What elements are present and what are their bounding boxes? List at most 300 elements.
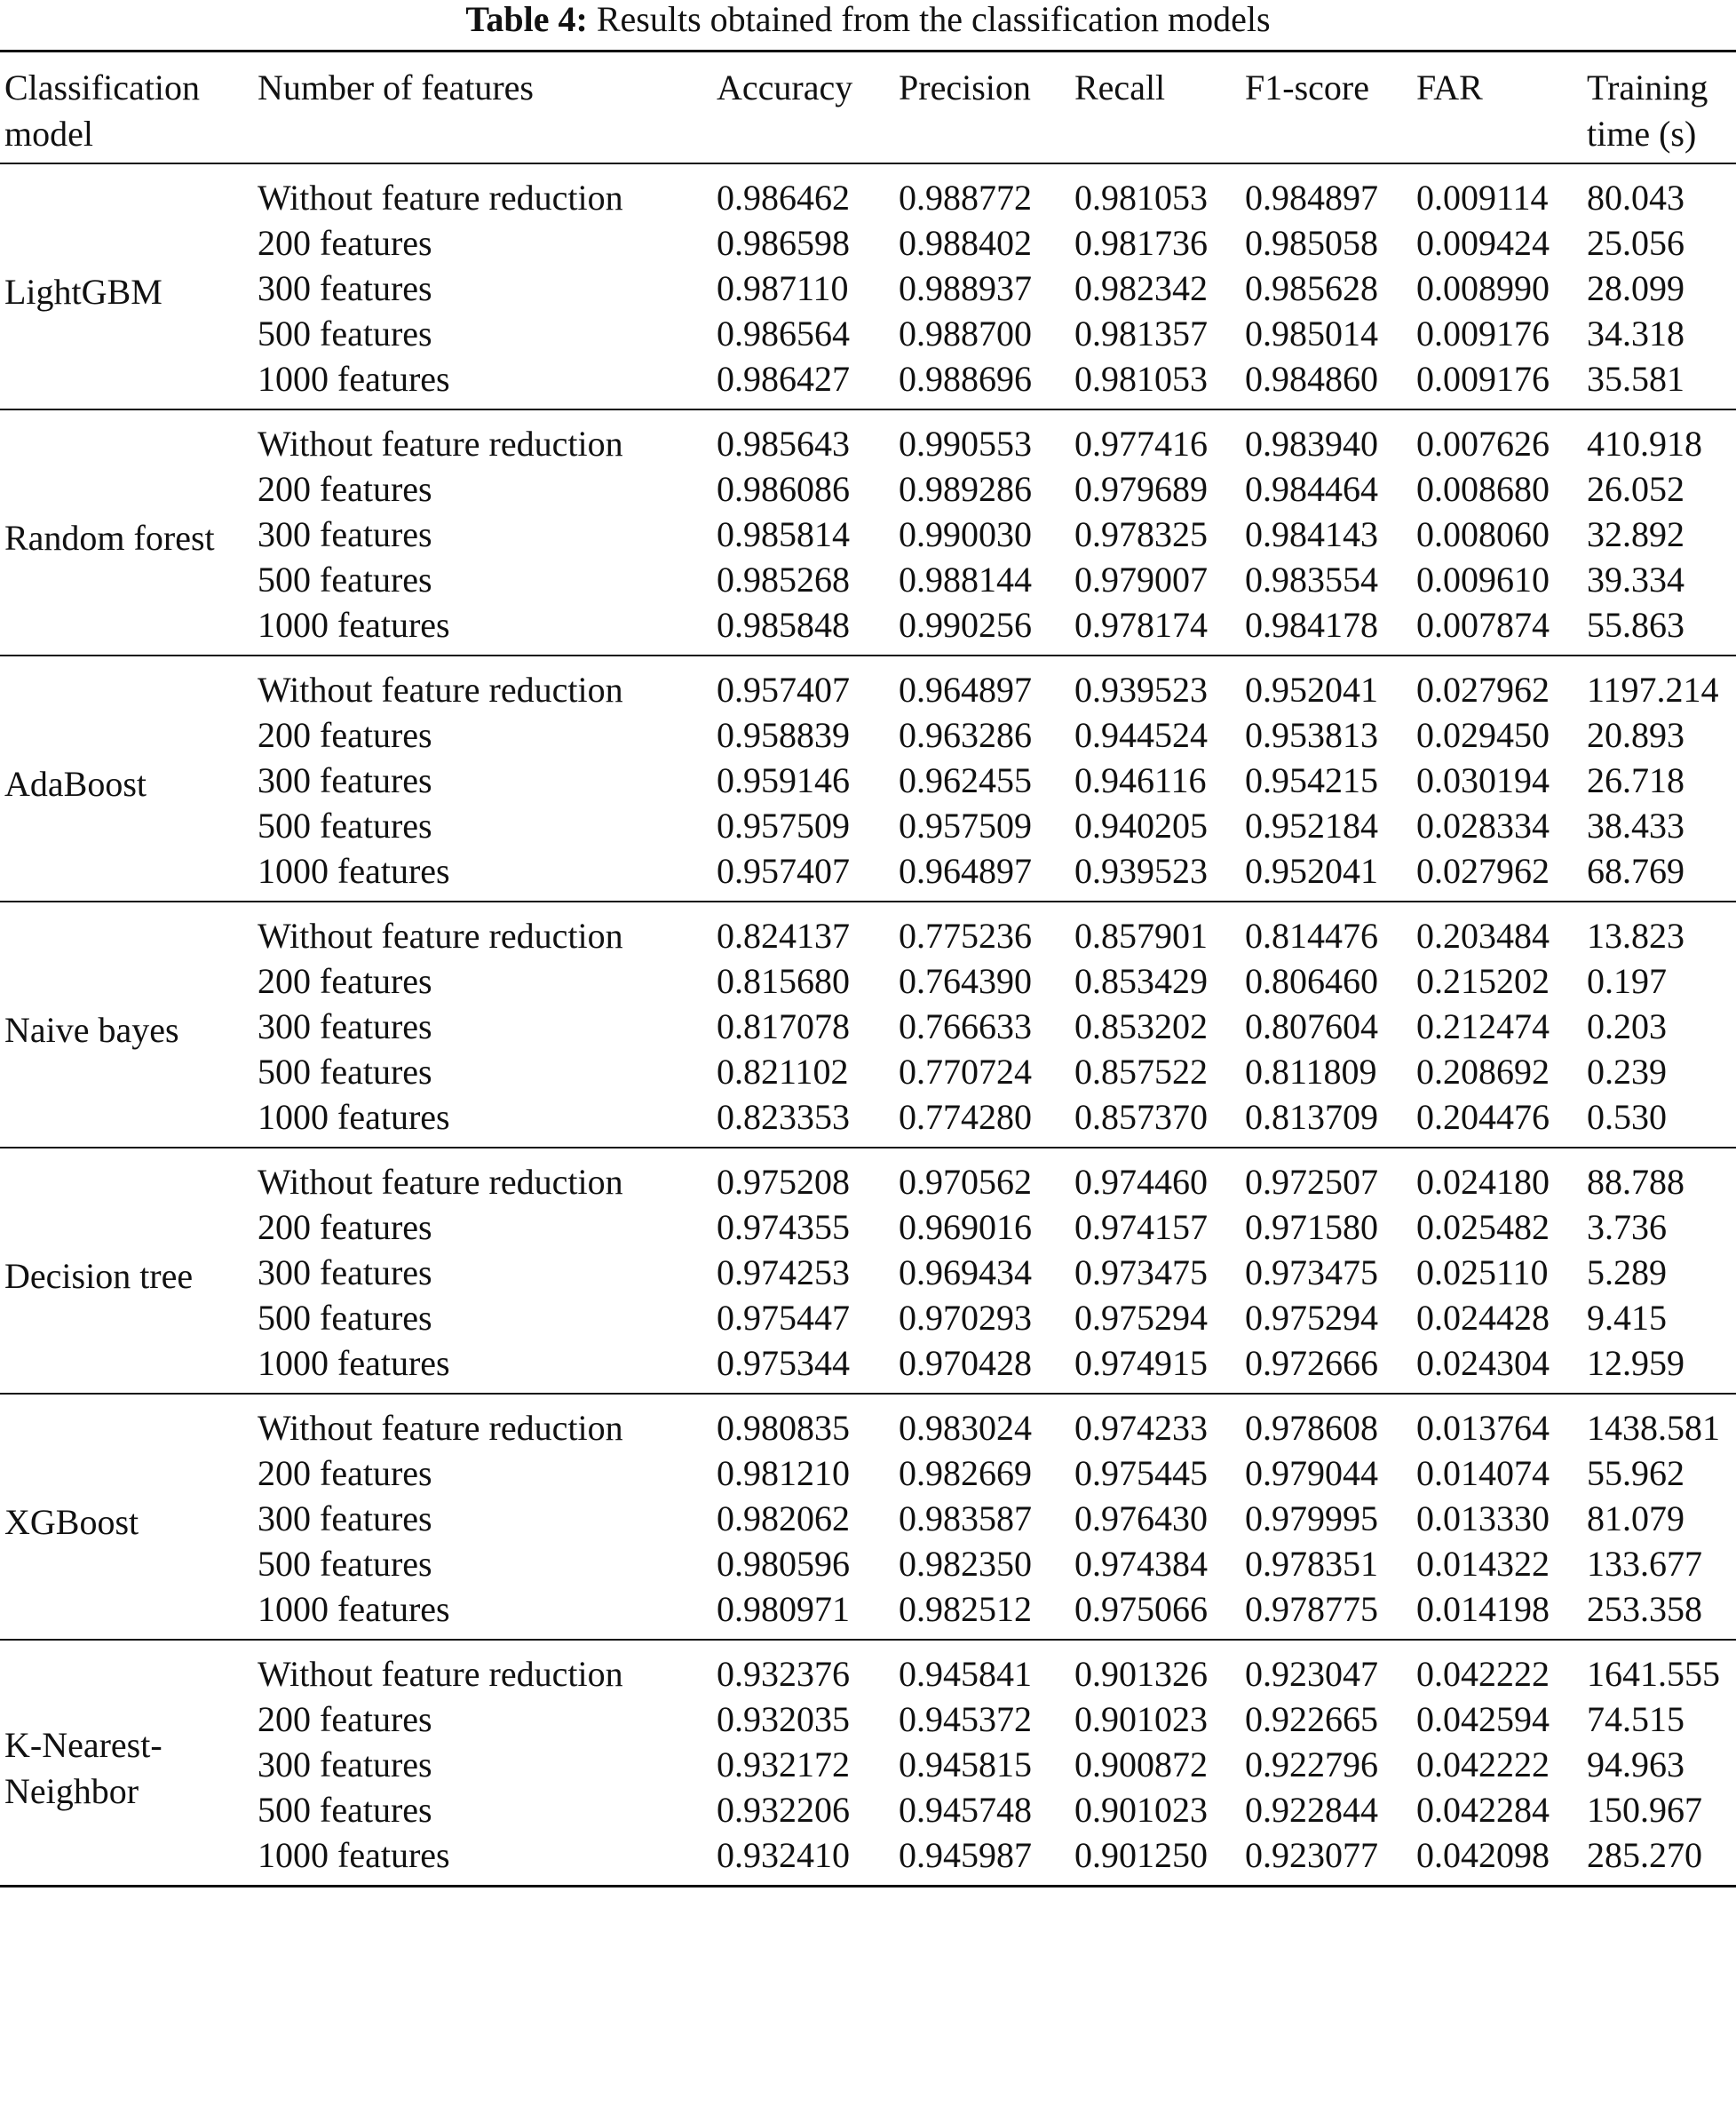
feature-count-cell: 200 features [258,1207,432,1247]
table-row [0,1204,1736,1250]
header-accuracy: Accuracy [717,68,853,107]
training-time-cell: 0.197 [1587,961,1667,1001]
feature-count-cell: 300 features [258,760,432,800]
feature-count-cell: 1000 features [258,1343,450,1383]
accuracy-cell: 0.980835 [717,1408,850,1448]
recall-cell: 0.900872 [1074,1744,1208,1784]
precision-cell: 0.990553 [899,424,1032,464]
accuracy-cell: 0.932410 [717,1835,850,1875]
f1-score-cell: 0.975294 [1245,1298,1378,1338]
table-row [0,602,1736,656]
f1-score-cell: 0.952041 [1245,670,1378,710]
recall-cell: 0.853429 [1074,961,1208,1001]
far-cell: 0.007626 [1416,424,1550,464]
precision-cell: 0.982512 [899,1589,1032,1629]
recall-cell: 0.973475 [1074,1252,1208,1292]
precision-cell: 0.983587 [899,1498,1032,1538]
model-name-cell: Decision tree [4,1255,194,1296]
far-cell: 0.007874 [1416,605,1550,645]
training-time-cell: 20.893 [1587,715,1684,755]
f1-score-cell: 0.985014 [1245,314,1378,354]
training-time-cell: 32.892 [1587,514,1684,554]
precision-cell: 0.964897 [899,851,1032,891]
accuracy-cell: 0.932206 [717,1790,850,1830]
f1-score-cell: 0.979995 [1245,1498,1378,1538]
precision-cell: 0.945841 [899,1654,1032,1694]
table-row [0,557,1736,602]
feature-count-cell: 200 features [258,1453,432,1493]
table-row [0,758,1736,803]
f1-score-cell: 0.972666 [1245,1343,1378,1383]
model-group [0,656,1736,902]
accuracy-cell: 0.932035 [717,1699,850,1739]
model-group [0,1148,1736,1394]
f1-score-cell: 0.813709 [1245,1097,1378,1137]
recall-cell: 0.857370 [1074,1097,1208,1137]
table-row [0,311,1736,356]
training-time-cell: 94.963 [1587,1744,1684,1784]
recall-cell: 0.974233 [1074,1408,1208,1448]
header-classification-model: Classification model [4,68,200,154]
recall-cell: 0.977416 [1074,424,1208,464]
f1-score-cell: 0.978351 [1245,1544,1378,1584]
accuracy-cell: 0.986462 [717,178,850,218]
accuracy-cell: 0.975344 [717,1343,850,1383]
recall-cell: 0.940205 [1074,806,1208,846]
training-time-cell: 88.788 [1587,1162,1684,1202]
recall-cell: 0.901326 [1074,1654,1208,1694]
recall-cell: 0.857901 [1074,916,1208,956]
f1-score-cell: 0.983940 [1245,424,1378,464]
training-time-cell: 25.056 [1587,223,1684,263]
training-time-cell: 0.239 [1587,1052,1667,1092]
accuracy-cell: 0.980596 [717,1544,850,1584]
table-row [0,1148,1736,1204]
f1-score-cell: 0.985628 [1245,268,1378,308]
feature-count-cell: 200 features [258,223,432,263]
accuracy-cell: 0.980971 [717,1589,850,1629]
recall-cell: 0.901023 [1074,1790,1208,1830]
f1-score-cell: 0.984178 [1245,605,1378,645]
precision-cell: 0.983024 [899,1408,1032,1448]
feature-count-cell: 200 features [258,715,432,755]
table-row [0,1094,1736,1148]
accuracy-cell: 0.982062 [717,1498,850,1538]
far-cell: 0.025110 [1416,1252,1549,1292]
recall-cell: 0.975066 [1074,1589,1208,1629]
accuracy-cell: 0.821102 [717,1052,849,1092]
training-time-cell: 81.079 [1587,1498,1684,1538]
feature-count-cell: 300 features [258,1498,432,1538]
f1-score-cell: 0.814476 [1245,916,1378,956]
table-row [0,958,1736,1004]
f1-score-cell: 0.922796 [1245,1744,1378,1784]
model-name-cell: XGBoost [4,1501,139,1542]
feature-count-cell: Without feature reduction [258,1162,623,1202]
recall-cell: 0.981053 [1074,359,1208,399]
training-time-cell: 26.718 [1587,760,1684,800]
accuracy-cell: 0.959146 [717,760,850,800]
training-time-cell: 9.415 [1587,1298,1667,1338]
f1-score-cell: 0.972507 [1245,1162,1378,1202]
far-cell: 0.027962 [1416,851,1550,891]
accuracy-cell: 0.985848 [717,605,850,645]
feature-count-cell: 1000 features [258,359,450,399]
model-name-cell: Naive bayes [4,1009,179,1050]
feature-count-cell: Without feature reduction [258,916,623,956]
far-cell: 0.009176 [1416,314,1550,354]
far-cell: 0.203484 [1416,916,1550,956]
table-row [0,1832,1736,1887]
feature-count-cell: 300 features [258,1744,432,1784]
recall-cell: 0.975294 [1074,1298,1208,1338]
precision-cell: 0.766633 [899,1006,1032,1046]
model-name-cell: Random forest [4,517,215,558]
training-time-cell: 74.515 [1587,1699,1684,1739]
feature-count-cell: 1000 features [258,1589,450,1629]
precision-cell: 0.945815 [899,1744,1032,1784]
f1-score-cell: 0.983554 [1245,560,1378,600]
table-row [0,902,1736,958]
training-time-cell: 3.736 [1587,1207,1667,1247]
precision-cell: 0.774280 [899,1097,1032,1137]
feature-count-cell: 300 features [258,1252,432,1292]
f1-score-cell: 0.984143 [1245,514,1378,554]
feature-count-cell: 1000 features [258,605,450,645]
model-name-cell: AdaBoost [4,763,147,804]
table-row [0,1049,1736,1094]
table-row [0,1640,1736,1697]
table-row [0,1250,1736,1295]
precision-cell: 0.970428 [899,1343,1032,1383]
accuracy-cell: 0.824137 [717,916,850,956]
feature-count-cell: 200 features [258,1699,432,1739]
far-cell: 0.028334 [1416,806,1550,846]
precision-cell: 0.964897 [899,670,1032,710]
training-time-cell: 0.530 [1587,1097,1667,1137]
training-time-cell: 39.334 [1587,560,1684,600]
recall-cell: 0.976430 [1074,1498,1208,1538]
accuracy-cell: 0.957407 [717,851,850,891]
table-row [0,466,1736,512]
f1-score-cell: 0.973475 [1245,1252,1378,1292]
precision-cell: 0.970562 [899,1162,1032,1202]
table-row [0,1004,1736,1049]
precision-cell: 0.988937 [899,268,1032,308]
precision-cell: 0.945987 [899,1835,1032,1875]
far-cell: 0.008680 [1416,469,1550,509]
model-group [0,1640,1736,1887]
training-time-cell: 55.962 [1587,1453,1684,1493]
far-cell: 0.009610 [1416,560,1550,600]
accuracy-cell: 0.986086 [717,469,850,509]
precision-cell: 0.990030 [899,514,1032,554]
far-cell: 0.208692 [1416,1052,1550,1092]
training-time-cell: 26.052 [1587,469,1684,509]
recall-cell: 0.981736 [1074,223,1208,263]
table-row [0,1586,1736,1640]
training-time-cell: 55.863 [1587,605,1684,645]
accuracy-cell: 0.985643 [717,424,850,464]
far-cell: 0.025482 [1416,1207,1550,1247]
far-cell: 0.024180 [1416,1162,1550,1202]
training-time-cell: 285.270 [1587,1835,1702,1875]
table-row [0,220,1736,266]
f1-score-cell: 0.952041 [1245,851,1378,891]
model-name-cell: K-Nearest-Neighbor [4,1724,163,1811]
accuracy-cell: 0.957407 [717,670,850,710]
f1-score-cell: 0.923047 [1245,1654,1378,1694]
far-cell: 0.204476 [1416,1097,1550,1137]
table-caption [0,0,1736,39]
recall-cell: 0.978325 [1074,514,1208,554]
precision-cell: 0.963286 [899,715,1032,755]
table-row [0,1295,1736,1340]
header-row [0,52,1736,164]
feature-count-cell: Without feature reduction [258,424,623,464]
table-row [0,848,1736,902]
recall-cell: 0.974915 [1074,1343,1208,1383]
accuracy-cell: 0.957509 [717,806,850,846]
accuracy-cell: 0.975208 [717,1162,850,1202]
accuracy-cell: 0.815680 [717,961,850,1001]
table-row [0,1340,1736,1394]
accuracy-cell: 0.932172 [717,1744,850,1784]
recall-cell: 0.901023 [1074,1699,1208,1739]
f1-score-cell: 0.922665 [1245,1699,1378,1739]
recall-cell: 0.974384 [1074,1544,1208,1584]
table-row [0,656,1736,712]
precision-cell: 0.988700 [899,314,1032,354]
recall-cell: 0.982342 [1074,268,1208,308]
table-header [0,52,1736,164]
recall-cell: 0.981357 [1074,314,1208,354]
accuracy-cell: 0.817078 [717,1006,850,1046]
precision-cell: 0.970293 [899,1298,1032,1338]
f1-score-cell: 0.806460 [1245,961,1378,1001]
training-time-cell: 80.043 [1587,178,1684,218]
accuracy-cell: 0.987110 [717,268,849,308]
precision-cell: 0.988402 [899,223,1032,263]
feature-count-cell: 500 features [258,1298,432,1338]
far-cell: 0.215202 [1416,961,1550,1001]
far-cell: 0.042594 [1416,1699,1550,1739]
table-row [0,163,1736,220]
training-time-cell: 1641.555 [1587,1654,1720,1694]
header-number-of-features: Number of features [258,68,534,107]
feature-count-cell: Without feature reduction [258,1408,623,1448]
training-time-cell: 12.959 [1587,1343,1684,1383]
precision-cell: 0.770724 [899,1052,1032,1092]
f1-score-cell: 0.807604 [1245,1006,1378,1046]
far-cell: 0.009424 [1416,223,1550,263]
table-row [0,1394,1736,1450]
table-caption-text: Results obtained from the classification models [596,0,1271,39]
feature-count-cell: 200 features [258,469,432,509]
feature-count-cell: 500 features [258,1544,432,1584]
far-cell: 0.042284 [1416,1790,1550,1830]
accuracy-cell: 0.985268 [717,560,850,600]
training-time-cell: 1197.214 [1587,670,1719,710]
far-cell: 0.008060 [1416,514,1550,554]
training-time-cell: 5.289 [1587,1252,1667,1292]
feature-count-cell: Without feature reduction [258,178,623,218]
training-time-cell: 13.823 [1587,916,1684,956]
feature-count-cell: 500 features [258,560,432,600]
table-row [0,1742,1736,1787]
recall-cell: 0.901250 [1074,1835,1208,1875]
precision-cell: 0.962455 [899,760,1032,800]
far-cell: 0.042222 [1416,1744,1550,1784]
far-cell: 0.042098 [1416,1835,1550,1875]
training-time-cell: 133.677 [1587,1544,1702,1584]
far-cell: 0.029450 [1416,715,1550,755]
accuracy-cell: 0.958839 [717,715,850,755]
feature-count-cell: 500 features [258,806,432,846]
accuracy-cell: 0.986427 [717,359,850,399]
f1-score-cell: 0.985058 [1245,223,1378,263]
training-time-cell: 35.581 [1587,359,1684,399]
precision-cell: 0.775236 [899,916,1032,956]
precision-cell: 0.990256 [899,605,1032,645]
recall-cell: 0.946116 [1074,760,1207,800]
table-row [0,803,1736,848]
header-far: FAR [1416,68,1483,107]
recall-cell: 0.857522 [1074,1052,1208,1092]
precision-cell: 0.988772 [899,178,1032,218]
far-cell: 0.024428 [1416,1298,1550,1338]
feature-count-cell: 1000 features [258,1835,450,1875]
feature-count-cell: Without feature reduction [258,1654,623,1694]
f1-score-cell: 0.984464 [1245,469,1378,509]
table-row [0,1787,1736,1832]
f1-score-cell: 0.978775 [1245,1589,1378,1629]
feature-count-cell: 500 features [258,1052,432,1092]
precision-cell: 0.982669 [899,1453,1032,1493]
far-cell: 0.042222 [1416,1654,1550,1694]
precision-cell: 0.945372 [899,1699,1032,1739]
feature-count-cell: 200 features [258,961,432,1001]
feature-count-cell: 500 features [258,1790,432,1830]
table-row [0,712,1736,758]
table-row [0,1450,1736,1496]
feature-count-cell: Without feature reduction [258,670,623,710]
training-time-cell: 0.203 [1587,1006,1667,1046]
training-time-cell: 410.918 [1587,424,1702,464]
feature-count-cell: 300 features [258,268,432,308]
f1-score-cell: 0.979044 [1245,1453,1378,1493]
feature-count-cell: 1000 features [258,1097,450,1137]
f1-score-cell: 0.984897 [1245,178,1378,218]
f1-score-cell: 0.978608 [1245,1408,1378,1448]
precision-cell: 0.945748 [899,1790,1032,1830]
table-caption-label: Table 4: [465,0,588,39]
precision-cell: 0.989286 [899,469,1032,509]
precision-cell: 0.969016 [899,1207,1032,1247]
f1-score-cell: 0.954215 [1245,760,1378,800]
table-row [0,266,1736,311]
header-training-time: Training time (s) [1587,68,1708,154]
recall-cell: 0.939523 [1074,851,1208,891]
recall-cell: 0.975445 [1074,1453,1208,1493]
recall-cell: 0.978174 [1074,605,1208,645]
accuracy-cell: 0.975447 [717,1298,850,1338]
training-time-cell: 68.769 [1587,851,1684,891]
far-cell: 0.009114 [1416,178,1549,218]
recall-cell: 0.944524 [1074,715,1208,755]
model-group [0,1394,1736,1640]
accuracy-cell: 0.981210 [717,1453,850,1493]
f1-score-cell: 0.953813 [1245,715,1378,755]
header-precision: Precision [899,68,1031,107]
recall-cell: 0.979689 [1074,469,1208,509]
accuracy-cell: 0.823353 [717,1097,850,1137]
recall-cell: 0.974460 [1074,1162,1208,1202]
far-cell: 0.030194 [1416,760,1550,800]
far-cell: 0.013330 [1416,1498,1550,1538]
far-cell: 0.009176 [1416,359,1550,399]
accuracy-cell: 0.985814 [717,514,850,554]
precision-cell: 0.988696 [899,359,1032,399]
table-row [0,409,1736,466]
accuracy-cell: 0.932376 [717,1654,850,1694]
training-time-cell: 150.967 [1587,1790,1702,1830]
precision-cell: 0.988144 [899,560,1032,600]
feature-count-cell: 300 features [258,514,432,554]
training-time-cell: 253.358 [1587,1589,1702,1629]
far-cell: 0.014198 [1416,1589,1550,1629]
table-row [0,1541,1736,1586]
accuracy-cell: 0.986598 [717,223,850,263]
header-recall: Recall [1074,68,1166,107]
far-cell: 0.013764 [1416,1408,1550,1448]
table-row [0,512,1736,557]
precision-cell: 0.969434 [899,1252,1032,1292]
training-time-cell: 38.433 [1587,806,1684,846]
accuracy-cell: 0.986564 [717,314,850,354]
f1-score-cell: 0.922844 [1245,1790,1378,1830]
far-cell: 0.024304 [1416,1343,1550,1383]
recall-cell: 0.981053 [1074,178,1208,218]
precision-cell: 0.982350 [899,1544,1032,1584]
precision-cell: 0.764390 [899,961,1032,1001]
f1-score-cell: 0.923077 [1245,1835,1378,1875]
far-cell: 0.008990 [1416,268,1550,308]
f1-score-cell: 0.984860 [1245,359,1378,399]
table-row [0,356,1736,409]
f1-score-cell: 0.952184 [1245,806,1378,846]
far-cell: 0.014322 [1416,1544,1550,1584]
precision-cell: 0.957509 [899,806,1032,846]
table-row [0,1697,1736,1742]
header-f1-score: F1-score [1245,68,1369,107]
recall-cell: 0.979007 [1074,560,1208,600]
recall-cell: 0.939523 [1074,670,1208,710]
feature-count-cell: 500 features [258,314,432,354]
training-time-cell: 34.318 [1587,314,1684,354]
far-cell: 0.212474 [1416,1006,1550,1046]
model-group [0,163,1736,409]
feature-count-cell: 300 features [258,1006,432,1046]
far-cell: 0.027962 [1416,670,1550,710]
feature-count-cell: 1000 features [258,851,450,891]
training-time-cell: 1438.581 [1587,1408,1720,1448]
recall-cell: 0.853202 [1074,1006,1208,1046]
training-time-cell: 28.099 [1587,268,1684,308]
results-table [0,50,1736,1888]
table-row [0,1496,1736,1541]
model-group [0,902,1736,1148]
